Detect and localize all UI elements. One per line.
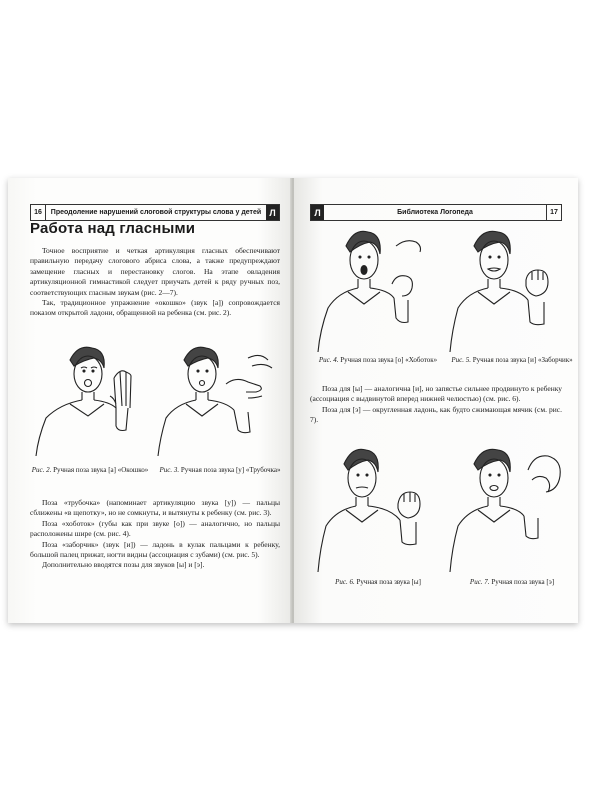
intro-paragraph-block xyxy=(30,246,280,319)
figure-3-caption xyxy=(158,466,282,475)
figure-label: Рис. 3. xyxy=(159,466,180,474)
figure-2-illustration xyxy=(30,338,150,458)
figure-7-caption xyxy=(450,578,574,587)
paragraph: Поза «трубочка» (напоминает артикуляцию звука [у]) — пальцы сближены «в щепотку», но не сомкнуты, и вытянуты к ребенку (см. рис. 3). xyxy=(30,498,280,518)
page-number-left: 16 xyxy=(31,205,46,220)
figure-label: Рис. 4. xyxy=(318,356,339,364)
figure-2-caption xyxy=(30,466,150,475)
running-title-right: Библиотека Логопеда xyxy=(397,209,473,216)
paragraph: Точное восприятие и четкая артикуляция гласных обеспечивают правильную передачу слогового абриса слова, а также предупреждают замещение гласных и перестановку слогов. На этапе овладения артикуляционной гимнастикой следует приучать детей к ряду ручных поз, соответствующих гласным звукам (рис. 2—7). xyxy=(30,246,280,297)
figure-7-illustration xyxy=(448,440,574,574)
paragraph: Поза «хоботок» (губы как при звуке [о]) — аналогично, но пальцы расположены шире (см. рис. 4). xyxy=(30,518,280,539)
running-header-left xyxy=(30,204,280,221)
caption-text: Ручная поза звука [у] «Трубочка» xyxy=(180,466,281,474)
caption-text: Ручная поза звука [о] «Хоботок» xyxy=(340,356,438,364)
paragraph: Поза для [э] — округленная ладонь, как будто сжимающая мячик (см. рис. 7). xyxy=(310,404,562,425)
caption-text: Ручная поза звука [ы] xyxy=(356,578,421,586)
figure-6-illustration xyxy=(316,440,442,574)
figure-4-illustration xyxy=(316,222,442,354)
page-number-right: 17 xyxy=(546,205,561,220)
running-title-left: Преодоление нарушений слоговой структуры слова у детей xyxy=(50,209,262,216)
body-paragraph-block xyxy=(310,384,562,426)
figure-label: Рис. 5. xyxy=(451,356,471,364)
figure-label: Рис. 2. xyxy=(31,466,52,474)
figure-6-caption xyxy=(316,578,440,587)
paragraph: Поза для [ы] — аналогична [и], но запястье сильнее продвинуто к ребенку (ассоциация с выдвинутой вперед нижней челюстью) (см. рис. 6). xyxy=(310,384,562,404)
running-header-right xyxy=(310,204,562,221)
open-book xyxy=(8,178,578,623)
paragraph: Дополнительно вводятся позы для звуков [ы] и [э]. xyxy=(42,560,205,570)
caption-text: Ручная поза звука [а] «Окошко» xyxy=(53,466,149,474)
figure-label: Рис. 7. xyxy=(469,578,490,586)
publisher-logo-left: Л xyxy=(266,205,279,220)
caption-text: Ручная поза звука [э] xyxy=(491,578,555,586)
caption-text: Ручная поза звука [и] «Заборчик» xyxy=(472,356,573,364)
body-paragraph-block xyxy=(30,498,280,571)
right-page xyxy=(294,178,578,623)
paragraph: Поза «заборчик» (звук [и]) — ладонь в кулак пальцами к ребенку, большой палец прижат, ногти видны (ассоциация с зубами) (см. рис. 5). xyxy=(30,539,280,560)
publisher-logo-right: Л xyxy=(311,205,324,220)
figure-label: Рис. 6. xyxy=(335,578,355,586)
figure-5-caption xyxy=(450,356,574,365)
figure-3-illustration xyxy=(156,338,282,458)
left-page xyxy=(8,178,292,623)
figure-4-caption xyxy=(316,356,440,365)
figure-5-illustration xyxy=(448,222,574,354)
section-heading: Работа над гласными xyxy=(30,220,196,237)
paragraph: Так, традиционное упражнение «окошко» (звук [а]) сопровождается показом открытой ладони, обращенной на ребенка (см. рис. 2). xyxy=(30,298,280,318)
